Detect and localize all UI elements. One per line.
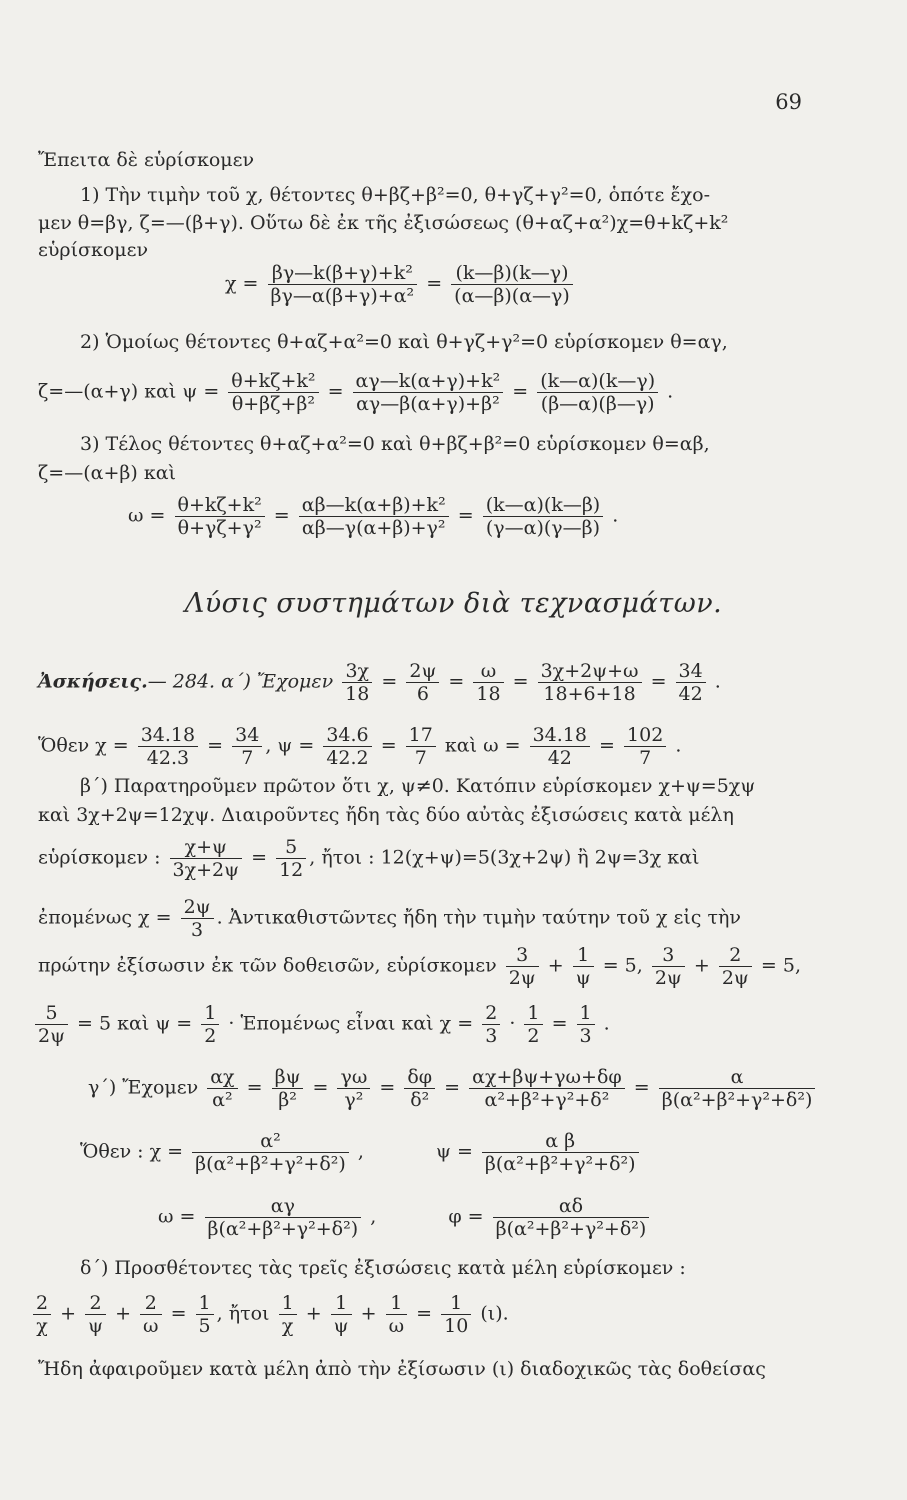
fraction: $\frac{2}{\psi}$: [85, 1292, 106, 1337]
text-line: εὑρίσκομεν: [38, 239, 149, 261]
formula-line: πρώτην ἐξίσωσιν ἐκ τῶν δοθεισῶν, εὑρίσκομεν $\frac{3}{2\psi}$ + $\frac{1}{\psi}$ = 5, $\frac{3}{2\psi}$ + $\frac{2}{2\psi}$ = 5,: [38, 944, 801, 989]
formula-line: ἐπομένως χ = $\frac{2\psi}{3}$ . Ἀντικαθιστῶντες ἤδη τὴν τιμὴν ταύτην τοῦ χ εἰς τὴν: [38, 896, 741, 941]
formula-psi: ζ=—(α+γ) καὶ ψ = $\frac{\text{θ+kζ+k²}}{\text{θ+βζ+β²}}$ = $\frac{\text{αγ—k(α+γ)+k²}}{\text{αγ—β(α+γ)+β²}}$ = $\frac{(k—\alpha)(k—\gamma)}{(\beta—\alpha)(\beta—\gamma)}$ .: [38, 370, 674, 415]
text-line: καὶ 3χ+2ψ=12χψ. Διαιροῦντες ἤδη τὰς δύο αὐτὰς ἐξισώσεις κατὰ μέλη: [38, 804, 734, 826]
fraction: $\frac{2\psi}{6}$: [406, 660, 439, 705]
fraction: $\frac{\chi+\psi}{3\chi+2\psi}$: [170, 836, 243, 881]
fraction: $\frac{\alpha\gamma}{\text{β(α²+β²+γ²+δ²)}}$: [205, 1195, 362, 1240]
fraction: $\frac{\text{θ+kζ+k²}}{\text{θ+γζ+γ²}}$: [175, 494, 265, 539]
formula-chi: χ = $\frac{\text{βγ—k(β+γ)+k²}}{\text{βγ—α(β+γ)+α²}}$ = $\frac{(k—\beta)(k—\gamma)}{(\alpha—\beta)(\alpha—\gamma)}$: [225, 262, 576, 307]
formula-othen-chi: Ὅθεν : χ = $\frac{\text{α²}}{\text{β(α²+β²+γ²+δ²)}}$ , ψ = $\frac{\text{α β}}{\text{β(α²+β²+γ²+δ²)}}$: [80, 1130, 642, 1175]
fraction: $\frac{(k—\alpha)(k—\gamma)}{(\beta—\alpha)(\beta—\gamma)}$: [537, 370, 658, 415]
fraction: $\frac{17}{7}$: [406, 724, 436, 769]
formula-othen: Ὅθεν χ = $\frac{34.18}{42.3}$ = $\frac{34}{7}$ , ψ = $\frac{34.6}{42.2}$ = $\frac{17}{7}$ καὶ ω = $\frac{34.18}{42}$ = $\frac{102}{7}$ .: [38, 724, 682, 769]
fraction: $\frac{\alpha\chi}{\text{α²}}$: [207, 1066, 237, 1111]
fraction: $\frac{102}{7}$: [624, 724, 666, 769]
fraction: $\frac{34.18}{42.3}$: [138, 724, 198, 769]
fraction: $\frac{\text{αγ—k(α+γ)+k²}}{\text{αγ—β(α+γ)+β²}}$: [353, 370, 504, 415]
fraction: $\frac{\text{θ+kζ+k²}}{\text{θ+βζ+β²}}$: [228, 370, 318, 415]
text-line: ζ=—(α+β) καὶ: [38, 462, 176, 484]
fraction: $\frac{5}{2\psi}$: [35, 1002, 68, 1047]
fraction: $\frac{2}{\omega}$: [140, 1292, 162, 1337]
fraction: $\frac{1}{2}$: [524, 1002, 542, 1047]
formula-gamma: γ΄) Ἔχομεν $\frac{\alpha\chi}{\text{α²}}$ = $\frac{\beta\psi}{\text{β²}}$ = $\frac{\gamma\omega}{\text{γ²}}$ = $\frac{\delta\varphi}{\text{δ²}}$ = $\frac{\alpha\chi+\beta\psi+\gamma\omega+\delta\varphi}{\text{α²+β²+γ²+δ²}}$ = $\frac{\alpha}{\text{β(α²+β²+γ²+δ²)}}$: [88, 1066, 818, 1111]
fraction: $\frac{3\chi}{18}$: [342, 660, 372, 705]
fraction: $\frac{1}{10}$: [441, 1292, 471, 1337]
text-line: μεν θ=βγ, ζ=—(β+γ). Οὕτω δὲ ἐκ τῆς ἐξισώσεως (θ+αζ+α²)χ=θ+kζ+k²: [38, 212, 729, 234]
fraction: $\frac{5}{12}$: [276, 836, 306, 881]
fraction: $\frac{34.6}{42.2}$: [323, 724, 371, 769]
fraction: $\frac{1}{2}$: [201, 1002, 219, 1047]
fraction: $\frac{(k—\alpha)(k—\beta)}{(\gamma—\alpha)(\gamma—\beta)}$: [483, 494, 604, 539]
formula-omega: ω = $\frac{\text{θ+kζ+k²}}{\text{θ+γζ+γ²}}$ = $\frac{\text{αβ—k(α+β)+k²}}{\text{αβ—γ(α+β)+γ²}}$ = $\frac{(k—\alpha)(k—\beta)}{(\gamma—\alpha)(\gamma—\beta)}$ .: [128, 494, 619, 539]
fraction: $\frac{\alpha}{\text{β(α²+β²+γ²+δ²)}}$: [659, 1066, 816, 1111]
fraction: $\frac{\alpha\chi+\beta\psi+\gamma\omega+\delta\varphi}{\text{α²+β²+γ²+δ²}}$: [469, 1066, 625, 1111]
fraction: $\frac{\delta\varphi}{\text{δ²}}$: [404, 1066, 435, 1111]
fraction: $\frac{34}{7}$: [232, 724, 262, 769]
text-line: 3) Τέλος θέτοντες θ+αζ+α²=0 καὶ θ+βζ+β²=0 εὑρίσκομεν θ=αβ,: [80, 433, 710, 455]
fraction: $\frac{\gamma\omega}{\text{γ²}}$: [337, 1066, 370, 1111]
fraction: $\frac{1}{5}$: [196, 1292, 214, 1337]
fraction: $\frac{\text{αβ—k(α+β)+k²}}{\text{αβ—γ(α+β)+γ²}}$: [299, 494, 449, 539]
text-line: Ἔπειτα δὲ εὑρίσκομεν: [38, 149, 255, 171]
fraction: $\frac{\text{α β}}{\text{β(α²+β²+γ²+δ²)}}$: [482, 1130, 639, 1175]
exercise-alpha: Ἀσκήσεις.— 284. α΄) Ἔχομεν $\frac{3\chi}{18}$ = $\frac{2\psi}{6}$ = $\frac{\omega}{18}$ = $\frac{3\chi+2\psi+\omega}{18+6+18}$ = $\frac{34}{42}$ .: [38, 660, 721, 705]
fraction: $\frac{(k—\beta)(k—\gamma)}{(\alpha—\beta)(\alpha—\gamma)}$: [451, 262, 573, 307]
fraction: $\frac{2}{3}$: [482, 1002, 500, 1047]
fraction: $\frac{34}{42}$: [676, 660, 706, 705]
formula-line: $\frac{5}{2\psi}$ = 5 καὶ ψ = $\frac{1}{2}$ · Ἑπομένως εἶναι καὶ χ = $\frac{2}{3}$ · $\frac{1}{2}$ = $\frac{1}{3}$ .: [32, 1002, 610, 1047]
formula-ratio: εὑρίσκομεν : $\frac{\chi+\psi}{3\chi+2\psi}$ = $\frac{5}{12}$ , ἤτοι : 12(χ+ψ)=5(3χ+2ψ) ἢ 2ψ=3χ καὶ: [38, 836, 700, 881]
fraction: $\frac{3}{2\psi}$: [506, 944, 539, 989]
text-line: 1) Τὴν τιμὴν τοῦ χ, θέτοντες θ+βζ+β²=0, θ+γζ+γ²=0, ὁπότε ἔχο-: [80, 184, 710, 206]
fraction: $\frac{\alpha\delta}{\text{β(α²+β²+γ²+δ²)}}$: [493, 1195, 650, 1240]
fraction: $\frac{1}{\omega}$: [386, 1292, 408, 1337]
text-line: Ἤδη ἀφαιροῦμεν κατὰ μέλη ἀπὸ τὴν ἐξίσωσιν (ι) διαδοχικῶς τὰς δοθείσας: [38, 1358, 766, 1380]
fraction: $\frac{\text{βγ—k(β+γ)+k²}}{\text{βγ—α(β+γ)+α²}}$: [268, 262, 418, 307]
fraction: $\frac{3\chi+2\psi+\omega}{18+6+18}$: [538, 660, 642, 705]
fraction: $\frac{\beta\psi}{\text{β²}}$: [272, 1066, 304, 1111]
section-heading: Λύσις συστημάτων διὰ τεχνασμάτων.: [184, 588, 723, 619]
formula-omega-phi: ω = $\frac{\alpha\gamma}{\text{β(α²+β²+γ²+δ²)}}$ , φ = $\frac{\alpha\delta}{\text{β(α²+β²+γ²+δ²)}}$: [158, 1195, 652, 1240]
fraction: $\frac{\omega}{18}$: [473, 660, 503, 705]
fraction: $\frac{2}{2\psi}$: [719, 944, 752, 989]
fraction: $\frac{\text{α²}}{\text{β(α²+β²+γ²+δ²)}}$: [192, 1130, 349, 1175]
page-number: 69: [775, 90, 802, 114]
fraction: $\frac{1}{\chi}$: [279, 1292, 297, 1337]
fraction: $\frac{1}{\psi}$: [573, 944, 594, 989]
fraction: $\frac{1}{3}$: [577, 1002, 595, 1047]
text-line: 2) Ὁμοίως θέτοντες θ+αζ+α²=0 καὶ θ+γζ+γ²=0 εὑρίσκομεν θ=αγ,: [80, 331, 728, 353]
fraction: $\frac{34.18}{42}$: [530, 724, 590, 769]
fraction: $\frac{2}{\chi}$: [33, 1292, 51, 1337]
text-line: δ΄) Προσθέτοντες τὰς τρεῖς ἐξισώσεις κατὰ μέλη εὑρίσκομεν :: [80, 1257, 686, 1279]
fraction: $\frac{1}{\psi}$: [331, 1292, 352, 1337]
formula-sum: $\frac{2}{\chi}$ + $\frac{2}{\psi}$ + $\frac{2}{\omega}$ = $\frac{1}{5}$ , ἤτοι $\frac{1}{\chi}$ + $\frac{1}{\psi}$ + $\frac{1}{\omega}$ = $\frac{1}{10}$ (ι).: [30, 1292, 509, 1337]
fraction: $\frac{2\psi}{3}$: [181, 896, 214, 941]
fraction: $\frac{3}{2\psi}$: [652, 944, 685, 989]
text-line: β΄) Παρατηροῦμεν πρῶτον ὅτι χ, ψ≠0. Κατόπιν εὑρίσκομεν χ+ψ=5χψ: [80, 775, 756, 797]
